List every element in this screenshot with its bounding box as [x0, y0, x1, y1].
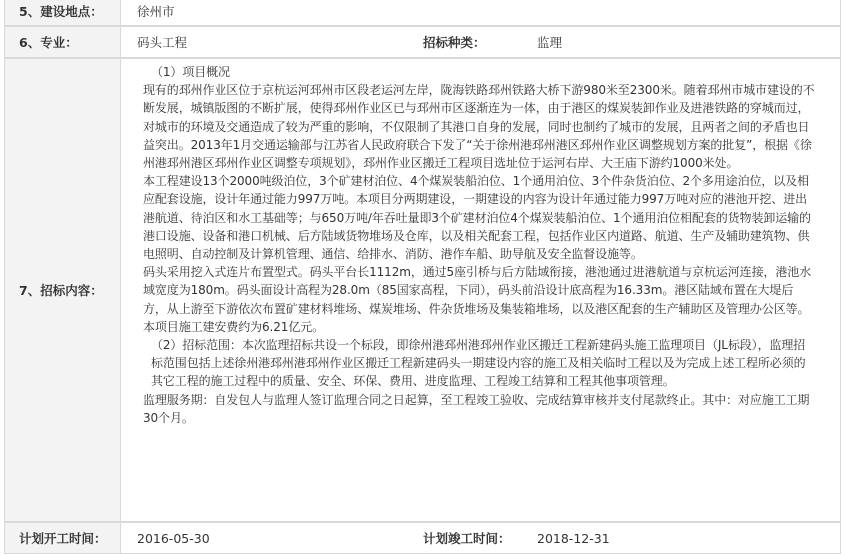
overview-heading: （1）项目概况 [151, 65, 230, 79]
tender-type-value: 监理 [537, 35, 563, 50]
tender-content-body [143, 63, 817, 427]
tender-type-label: 招标种类： [423, 35, 486, 50]
cost-paragraph: 本项目施工建安费约为6.21亿元。 [143, 319, 325, 334]
row-tender-content [4, 58, 841, 522]
tender-content-label: 7、招标内容： [5, 59, 121, 521]
specialty-label: 6、专业： [5, 27, 121, 57]
specialty-value: 码头工程 [137, 35, 188, 50]
scope-paragraph: （2）招标范围：本次监理招标共设一个标段，即徐州港邳州港邳州作业区搬迁工程新建码头施工监理项目（JL标段），监理招标范围包括上述徐州港邳州港邳州作业区搬迁工程新建码头一期建设内容的施工及相关临时工程以及为完成上述工程所必须的其它工程的施工过程中的质量、安全、环保、费用、进度监理、工程竣工结算和工程其他事项管理。 [151, 338, 806, 389]
location-value: 徐州市 [137, 4, 175, 19]
location-label: 5、建设地点： [5, 0, 121, 25]
overview-paragraph: 现有的邳州作业区位于京杭运河邳州市区段老运河左岸，陇海铁路邳州铁路大桥下游980米至2300米。随着邳州市城市建设的不断发展，城镇版图的不断扩展，使得邳州作业区已与邳州市区逐渐连为一体，由于港区的煤炭装卸作业及进港铁路的穿城而过，对城市的环境及交通造成了较为严重的影响，不仅限制了其港口自身的发展，同时也制约了城市的发展，且两者之间的矛盾也日益突出。2013年1月交通运输部与江苏省人民政府联合下发了“关于徐州港邳州港区邳州作业区调整规划方案的批复”，根据《徐州港邳州港区邳州作业区调整专项规划》，邳州作业区搬迁工程项目选址位于运河右岸、大王庙下游约1000米处。 [143, 83, 815, 171]
row-schedule [4, 522, 841, 554]
layout-paragraph: 码头采用挖入式连片布置型式。码头平台长1112m，通过5座引桥与后方陆域衔接，港池通过进港航道与京杭运河连接，港池水域宽度为180m。码头面设计高程为28.0m（85国家高程，下同），码头前沿设计底高程为16.33m。港区陆域布置在大堤后方，从上游至下游依次布置矿建材料堆场、煤炭堆场、件杂货堆场及集装箱堆场，以及港区配套的生产辅助区及管理办公区等。 [143, 265, 812, 316]
planned-start-value: 2016-05-30 [137, 530, 210, 546]
service-period-paragraph: 监理服务期：自发包人与监理人签订监理合同之日起算，至工程竣工验收、完成结算审核并支付尾款终止。其中：对应施工工期30个月。 [143, 392, 810, 425]
planned-start-label: 计划开工时间： [5, 523, 121, 553]
planned-end-label: 计划竣工时间： [423, 531, 511, 546]
construction-paragraph: 本工程建设13个2000吨级泊位，3个矿建材泊位、4个煤炭装船泊位、1个通用泊位、3个件杂货泊位、2个多用途泊位，以及相应配套设施，设计年通过能力997万吨。本项目分两期建设，一期建设的内容为设计年通过能力997万吨对应的港池开挖、进出港航道、待泊区和水工基础等；与650万吨/年吞吐量即3个矿建材泊位4个煤炭装船泊位、1个通用泊位相配套的货物装卸运输的港口设施、设备和港口机械、后方陆域货物堆场及仓库，以及相关配套工程，包括作业区内道路、航道、生产及辅助建筑物、供电照明、自动控制及计算机管理、通信、给排水、消防、港作车船、助导航及安全监督设施等。 [143, 174, 811, 262]
planned-end-value: 2018-12-31 [537, 530, 610, 546]
row-specialty [4, 26, 841, 58]
row-location [4, 0, 841, 26]
